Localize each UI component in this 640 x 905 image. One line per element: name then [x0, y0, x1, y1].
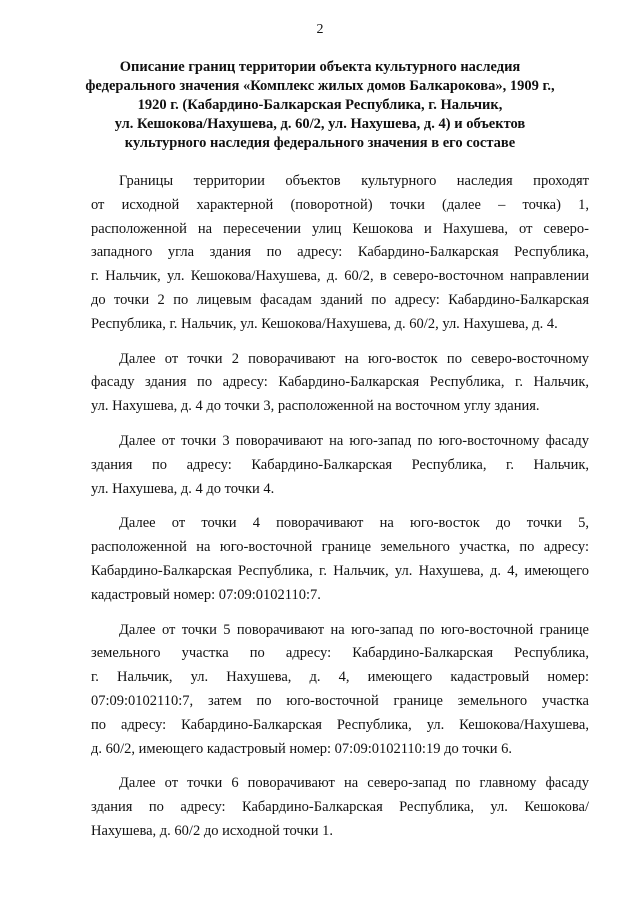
text-line: Далее от точки 2 поворачивают на юго-восток по северо-восточному	[119, 350, 589, 367]
text-line: г. Нальчик, ул. Нахушева, д. 4, имеющего кадастровый номер:	[91, 669, 589, 686]
text-line: Республика, г. Нальчик, ул. Кешокова/Нахушева, д. 60/2, ул. Нахушева, д. 4.	[91, 315, 558, 332]
text-line: Далее от точки 6 поворачивают на северо-запад по главному фасаду	[119, 775, 589, 792]
text-line: Нахушева, д. 60/2 до исходной точки 1.	[91, 822, 334, 839]
text-line: д. 60/2, имеющего кадастровый номер: 07:09:0102110:19 до точки 6.	[91, 740, 512, 757]
text-line: ул. Нахушева, д. 4 до точки 3, расположенной на восточном углу здания.	[91, 398, 540, 415]
title-line: федерального значения «Комплекс жилых домов Балкарокова», 1909 г.,	[85, 78, 555, 94]
text-line: земельного участка по адресу: Кабардино-Балкарская Республика,	[91, 645, 589, 662]
paragraph-6	[91, 772, 589, 843]
text-line: по адресу: Кабардино-Балкарская Республика, ул. Кешокова/Нахушева,	[91, 716, 589, 733]
text-line: 07:09:0102110:7, затем по юго-восточной границе земельного участка	[91, 692, 589, 709]
title-line: Описание границ территории объекта культурного наследия	[119, 59, 521, 75]
text-line: кадастровый номер: 07:09:0102110:7.	[91, 586, 321, 603]
document-title	[78, 58, 562, 153]
text-line: от исходной характерной (поворотной) точки (далее – точка) 1,	[91, 196, 589, 213]
text-line: Границы территории объектов культурного наследия проходят	[119, 173, 589, 189]
paragraph-4	[91, 512, 589, 607]
text-line: расположенной на юго-восточной границе земельного участка, по адресу:	[91, 539, 589, 556]
text-line: г. Нальчик, ул. Кешокова/Нахушева, д. 60/2, в северо-восточном направлении	[91, 268, 589, 285]
text-line: ул. Нахушева, д. 4 до точки 4.	[91, 480, 275, 497]
text-line: фасаду здания по адресу: Кабардино-Балкарская Республика, г. Нальчик,	[91, 374, 589, 391]
title-line: ул. Кешокова/Нахушева, д. 60/2, ул. Нахушева, д. 4) и объектов	[114, 116, 526, 132]
title-line: 1920 г. (Кабардино-Балкарская Республика, г. Нальчик,	[137, 97, 503, 113]
page-number: 2	[316, 22, 324, 37]
text-line: до точки 2 по лицевым фасадам зданий по адресу: Кабардино-Балкарская	[91, 291, 589, 308]
paragraph-5	[91, 619, 589, 762]
text-line: западного угла здания по адресу: Кабардино-Балкарская Республика,	[91, 244, 589, 261]
document-body	[91, 170, 589, 855]
paragraph-1	[91, 170, 589, 337]
text-line: Далее от точки 3 поворачивают на юго-запад по юго-восточному фасаду	[119, 432, 589, 449]
text-line: Кабардино-Балкарская Республика, г. Нальчик, ул. Нахушева, д. 4, имеющего	[91, 562, 589, 579]
text-line: Далее от точки 5 поворачивают на юго-запад по юго-восточной границе	[119, 621, 589, 638]
paragraph-2	[91, 348, 589, 419]
text-line: здания по адресу: Кабардино-Балкарская Республика, ул. Кешокова/	[91, 799, 589, 816]
title-line: культурного наследия федерального значения в его составе	[124, 135, 516, 151]
text-line: здания по адресу: Кабардино-Балкарская Республика, г. Нальчик,	[91, 456, 589, 473]
text-line: расположенной на пересечении улиц Кешокова и Нахушева, от северо-	[91, 220, 589, 237]
text-line: Далее от точки 4 поворачивают на юго-восток до точки 5,	[119, 515, 589, 532]
paragraph-3	[91, 430, 589, 501]
